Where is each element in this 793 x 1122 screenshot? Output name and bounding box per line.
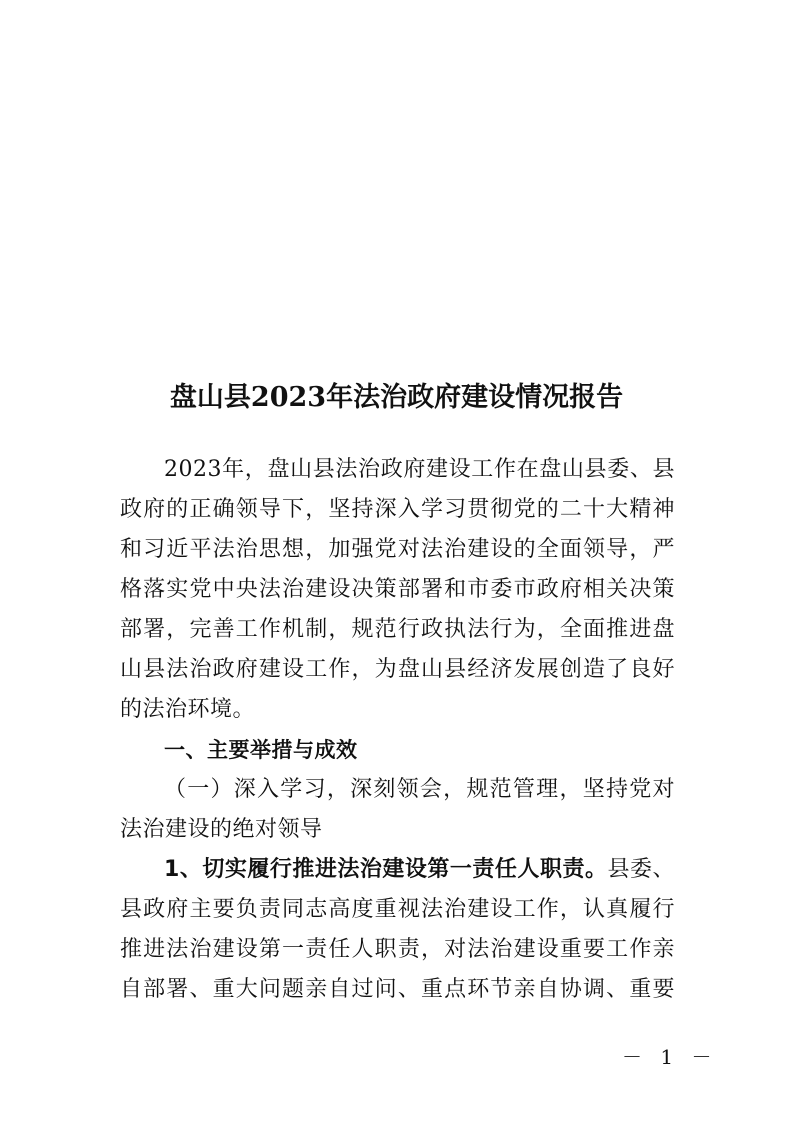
document-body	[120, 450, 675, 1010]
paragraph-line: 政府的正确领导下，坚持深入学习贯彻党的二十大精神	[120, 497, 675, 522]
paragraph-line: 自部署、重大问题亲自过问、重点环节亲自协调、重要	[120, 977, 675, 1002]
section-heading: 一、主要举措与成效	[164, 738, 358, 762]
page-number: － 1 －	[622, 1045, 718, 1069]
paragraph-line: 推进法治建设第一责任人职责，对法治建设重要工作亲	[120, 937, 675, 962]
item-first-line	[120, 850, 675, 890]
paragraph-line: 和习近平法治思想，加强党对法治建设的全面领导，严	[120, 537, 675, 562]
item-heading: 1、切实履行推进法治建设第一责任人职责。	[164, 857, 608, 882]
subsection-heading-line: （一）深入学习，深刻领会，规范管理，坚持党对	[164, 777, 675, 802]
subsection-heading-line: 法治建设的绝对领导	[120, 817, 323, 842]
paragraph-line: 2023年，盘山县法治政府建设工作在盘山县委、县	[164, 457, 675, 482]
paragraph-line: 山县法治政府建设工作，为盘山县经济发展创造了良好	[120, 657, 675, 682]
document-title: 盘山县2023年法治政府建设情况报告	[169, 382, 624, 413]
paragraph-line: 的法治环境。	[120, 697, 256, 722]
paragraph-line: 格落实党中央法治建设决策部署和市委市政府相关决策	[120, 577, 675, 602]
paragraph-line: 县政府主要负责同志高度重视法治建设工作，认真履行	[120, 897, 675, 922]
item-text: 县委、	[607, 857, 675, 882]
paragraph-line: 部署，完善工作机制，规范行政执法行为，全面推进盘	[120, 617, 675, 642]
